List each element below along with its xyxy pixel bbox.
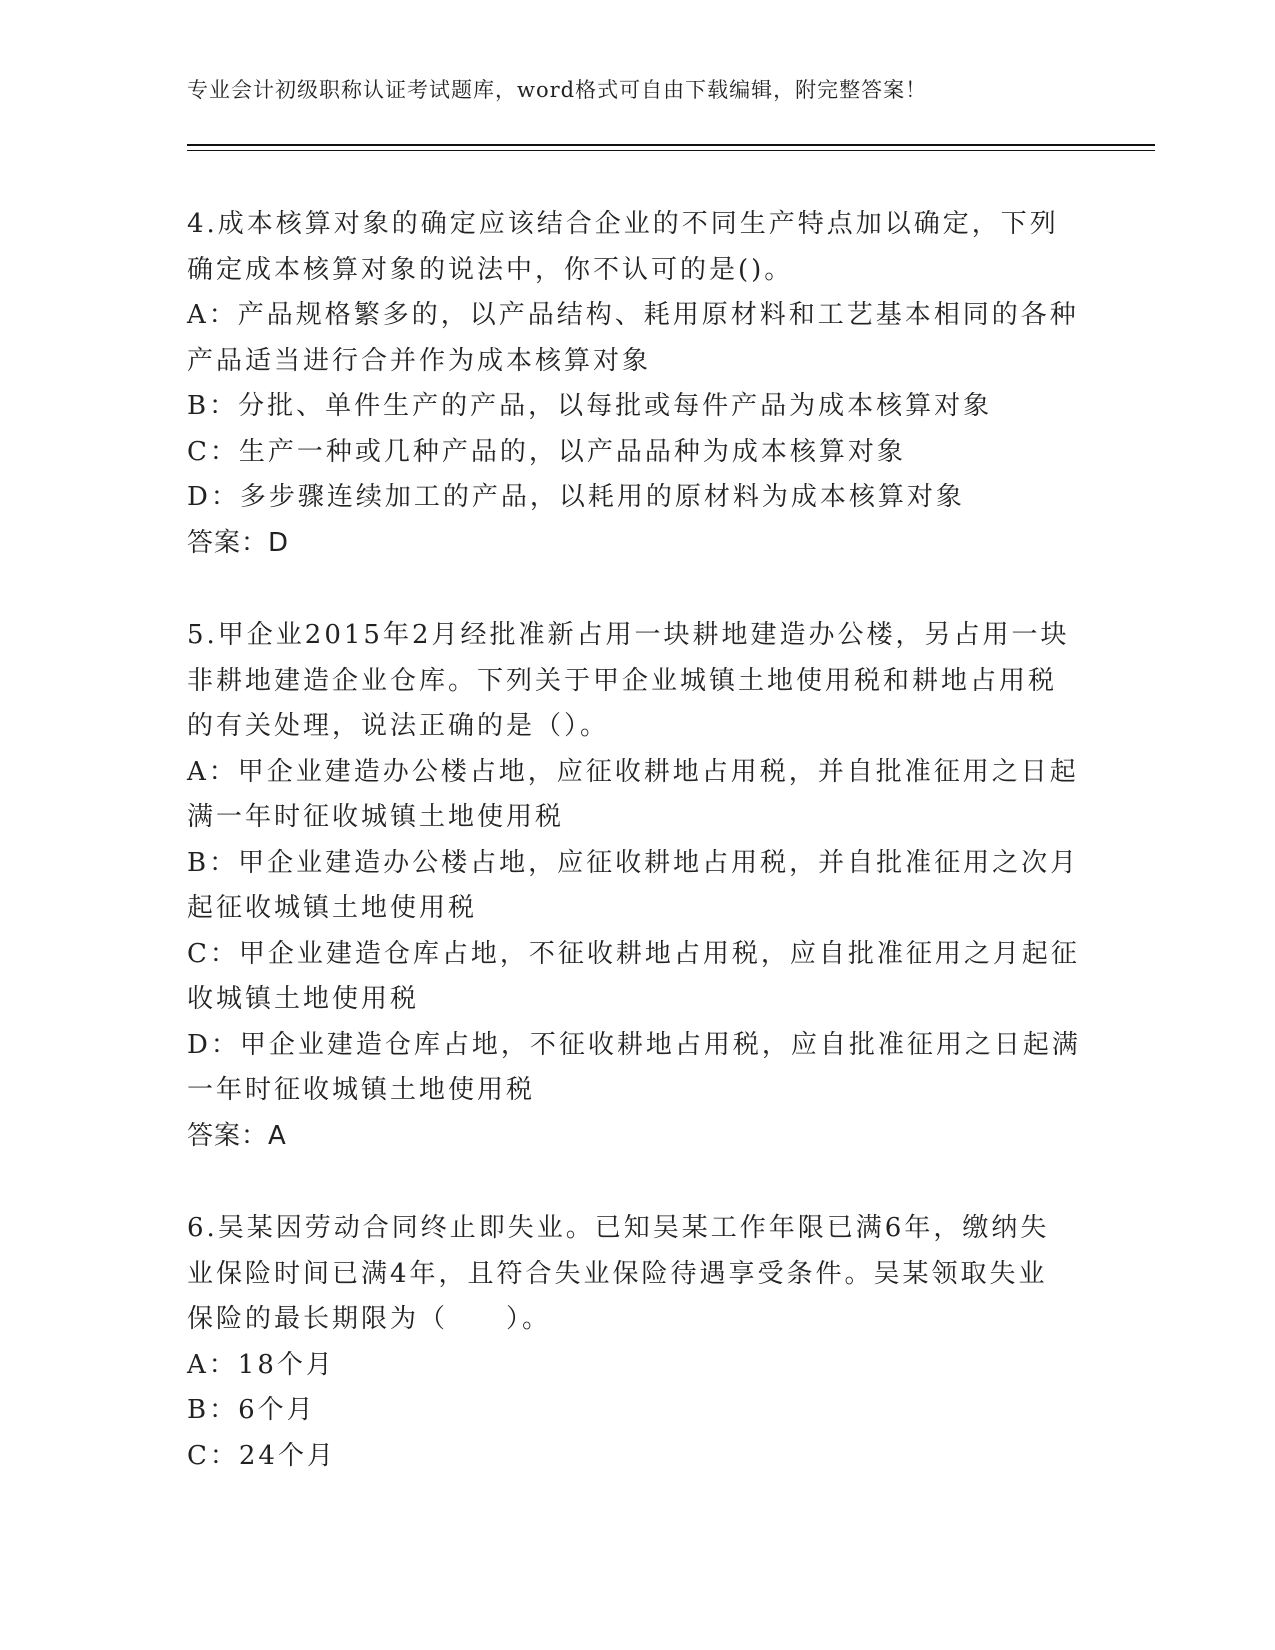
question-stem-line: 确定成本核算对象的说法中，你不认可的是()。	[187, 254, 794, 285]
header-rule	[187, 144, 1155, 146]
option-b	[187, 384, 1067, 430]
option-line: 一年时征收城镇土地使用税	[187, 1075, 536, 1105]
option-c	[187, 932, 1080, 1023]
question-list	[187, 202, 1081, 1526]
option-line: 产品适当进行合并作为成本核算对象	[187, 345, 652, 376]
option-b	[187, 841, 1080, 932]
question-stem-line: 非耕地建造企业仓库。下列关于甲企业城镇土地使用税和耕地占用税	[187, 665, 1058, 696]
question-stem-line: 6.吴某因劳动合同终止即失业。已知吴某工作年限已满6年，缴纳失	[187, 1213, 1050, 1243]
option-line: D：甲企业建造仓库占地，不征收耕地占用税，应自批准征用之日起满	[187, 1029, 1081, 1060]
option-a	[187, 293, 1079, 384]
option-line: A：甲企业建造办公楼占地，应征收耕地占用税，并自批准征用之日起	[187, 756, 1079, 787]
option-line: 收城镇土地使用税	[187, 984, 420, 1014]
header-rule-thin	[187, 150, 1155, 151]
question-4	[187, 202, 1079, 566]
option-d	[187, 1023, 1081, 1114]
option-line: D：多步骤连续加工的产品，以耗用的原材料为成本核算对象	[187, 482, 965, 512]
question-6	[187, 1206, 1067, 1479]
question-stem-line: 4.成本核算对象的确定应该结合企业的不同生产特点加以确定，下列	[187, 209, 1059, 239]
option-line: A：产品规格繁多的，以产品结构、耗用原材料和工艺基本相同的各种	[187, 300, 1079, 330]
question-5	[187, 613, 1081, 1159]
option-line: C：甲企业建造仓库占地，不征收耕地占用税，应自批准征用之月起征	[187, 938, 1080, 969]
option-a	[187, 1343, 1067, 1389]
option-b	[187, 1388, 1067, 1434]
answer-label: 答案：D	[187, 527, 290, 558]
option-line: B：分批、单件生产的产品，以每批或每件产品为成本核算对象	[187, 391, 993, 421]
option-line: B：6个月	[187, 1395, 316, 1425]
option-line: C：24个月	[187, 1440, 336, 1471]
question-stem-line: 业保险时间已满4年，且符合失业保险待遇享受条件。吴某领取失业	[187, 1258, 1048, 1289]
question-stem-line: 保险的最长期限为（ ）。	[187, 1304, 552, 1334]
question-stem-line: 的有关处理，说法正确的是（）。	[187, 711, 610, 741]
option-c	[187, 430, 1067, 476]
question-stem-line: 5.甲企业2015年2月经批准新占用一块耕地建造办公楼，另占用一块	[187, 620, 1070, 650]
option-line: B：甲企业建造办公楼占地，应征收耕地占用税，并自批准征用之次月	[187, 847, 1080, 878]
option-line: 起征收城镇土地使用税	[187, 893, 478, 923]
option-a	[187, 750, 1079, 841]
option-line: C：生产一种或几种产品的，以产品品种为成本核算对象	[187, 436, 906, 467]
option-line: 满一年时征收城镇土地使用税	[187, 802, 565, 832]
option-d	[187, 475, 1067, 521]
option-line: A：18个月	[187, 1349, 335, 1380]
answer-label: 答案：A	[187, 1120, 287, 1151]
option-c	[187, 1434, 1067, 1480]
page-header: 专业会计初级职称认证考试题库，word格式可自由下载编辑，附完整答案！	[187, 78, 928, 102]
